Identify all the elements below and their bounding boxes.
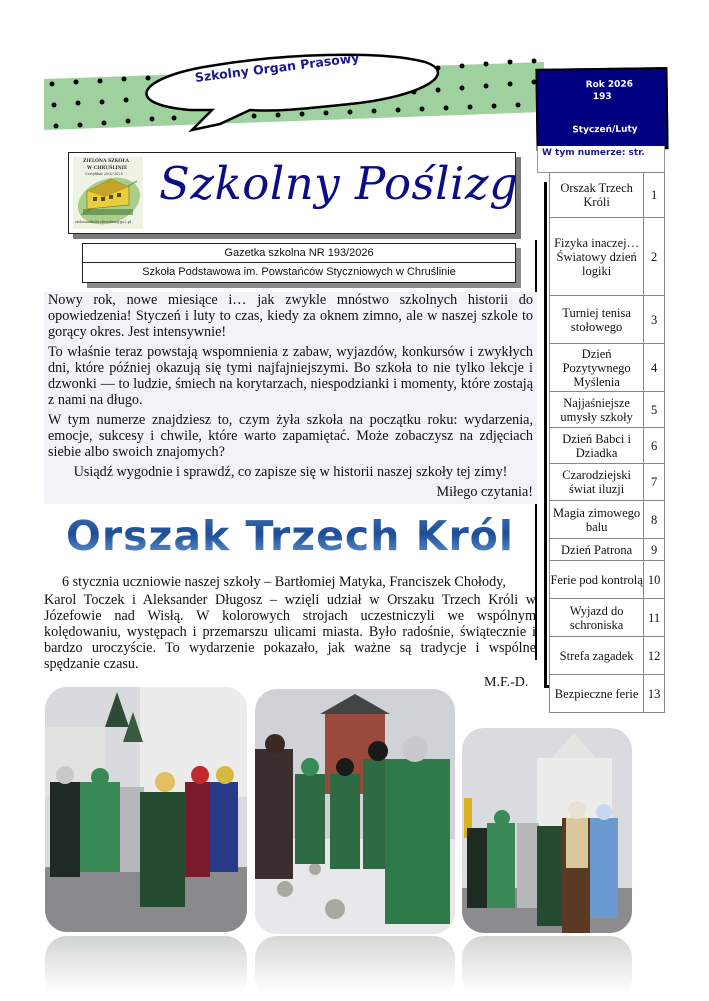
article-body: Karol Toczek i Aleksander Długosz – wzięli udział w Orszaku Trzech Króli w Józefowie nad Wisłą. W kolorowych strojach uczestniczyli we wspólnym kolędowaniu, występach i przemarszu ulicami miasta. Było radośnie, świątecznie i bardzo uroczyście. To wydarzenie pokazało, jak ważne są tradycje i wspólne spędzanie czasu. [44, 592, 536, 672]
subtitle-box [82, 243, 516, 283]
toc-header: W tym numerze: str. [542, 148, 645, 158]
toc-title[interactable]: Fizyka inaczej… Światowy dzień logiki [550, 218, 644, 296]
toc-header-box [537, 146, 665, 173]
intro-paragraph: Nowy rok, nowe miesiące i… jak zwykle mnóstwo szkolnych historii do opowiedzenia! Styczeń i luty to czas, kiedy za oknem zimno, ale w naszej szkole to gorący okres. Jest intensywnie! [48, 292, 533, 340]
toc-row[interactable] [550, 539, 665, 561]
toc-title[interactable]: Bezpieczne ferie [550, 675, 644, 713]
intro-paragraph: Usiądź wygodnie i sprawdź, co zapisze się w historii naszej szkoły tej zimy! [73, 464, 508, 480]
toc-title[interactable]: Orszak Trzech Króli [550, 173, 644, 218]
toc-title[interactable]: Dzień Patrona [550, 539, 644, 561]
photo-procession-church[interactable] [45, 687, 247, 932]
toc-row[interactable] [550, 344, 665, 392]
toc-title[interactable]: Dzień Pozytywnego Myślenia [550, 344, 644, 392]
toc-page: 10 [644, 561, 665, 599]
newspaper-title: Szkolny Poślizg [159, 157, 519, 210]
bubble-text: Szkolny Organ Prasowy [194, 49, 361, 85]
logo-text: ZIELONA SZKOŁA [83, 159, 130, 164]
toc-page: 7 [644, 464, 665, 501]
toc-page: 6 [644, 428, 665, 464]
toc-page: 2 [644, 218, 665, 296]
toc-title[interactable]: Turniej tenisa stołowego [550, 296, 644, 344]
issue-months: Styczeń/Luty [572, 124, 638, 136]
photo-group-snow[interactable] [255, 689, 455, 934]
toc-row[interactable] [550, 637, 665, 675]
toc-row[interactable] [550, 501, 665, 539]
toc-page: 1 [644, 173, 665, 218]
article-title: Orszak Trzech Króli [66, 512, 529, 560]
toc-title[interactable]: Wyjazd do schroniska [550, 599, 644, 637]
toc-page: 4 [644, 344, 665, 392]
toc-title[interactable]: Magia zimowego balu [550, 501, 644, 539]
photo-reflection [45, 936, 247, 998]
toc-page: 12 [644, 637, 665, 675]
toc-row[interactable] [550, 561, 665, 599]
toc-row[interactable] [550, 464, 665, 501]
toc-page: 13 [644, 675, 665, 713]
intro-closing: Miłego czytania! [436, 484, 533, 500]
toc-row[interactable] [550, 599, 665, 637]
photo-reflection [255, 936, 455, 998]
toc-row[interactable] [550, 392, 665, 428]
toc-row[interactable] [550, 218, 665, 296]
toc-title[interactable]: Ferie pod kontrolą [550, 561, 644, 599]
toc-page: 3 [644, 296, 665, 344]
table-of-contents [549, 172, 665, 713]
issue-box [535, 67, 668, 151]
toc-page: 5 [644, 392, 665, 428]
issue-year: Rok 2026 [585, 79, 634, 91]
toc-title[interactable]: Czarodziejski świat iluzji [550, 464, 644, 501]
toc-title[interactable]: Najjaśniejsze umysły szkoły [550, 392, 644, 428]
toc-page: 11 [644, 599, 665, 637]
logo-text: W CHRUŚLINIE [87, 166, 128, 171]
issue-number: 193 [592, 91, 612, 103]
frame-line [544, 182, 547, 687]
toc-row[interactable] [550, 296, 665, 344]
toc-row[interactable] [550, 675, 665, 713]
toc-page: 8 [644, 501, 665, 539]
logo-url: zielonaszkola-chruslina@go2.pl [75, 220, 131, 224]
article-author: M.F.-D. [484, 675, 529, 690]
intro-paragraph: To właśnie teraz powstają wspomnienia z zabaw, wyjazdów, konkursów i zwykłych dni, które później okazują się tymi najfajniejszymi. Bo szkoła to nie tylko lekcje i dzwonki — to ludzie, śmiech na korytarzach, niespodzianki i momenty, które zostają z nami na długo. [48, 344, 533, 408]
logo-text: Certyfikat 2002-2025 [85, 172, 123, 176]
photo-nativity-group[interactable] [462, 728, 632, 933]
article-lead: 6 stycznia uczniowie naszej szkoły – Bartłomiej Matyka, Franciszek Chołody, [62, 574, 506, 590]
intro-section [44, 292, 537, 504]
masthead [68, 152, 519, 234]
intro-paragraph: W tym numerze znajdziesz to, czym żyła szkoła na początku roku: wydarzenia, emocje, sukcesy i chwile, które warto zapamiętać. Może zobaczysz na zdjęciach siebie albo swoich znajomych? [48, 412, 533, 460]
subtitle-school: Szkoła Podstawowa im. Powstańców Styczniowych w Chruślinie [142, 266, 456, 278]
toc-row[interactable] [550, 173, 665, 218]
subtitle-issue: Gazetka szkolna NR 193/2026 [83, 244, 515, 263]
photo-reflection [462, 936, 632, 998]
toc-page: 9 [644, 539, 665, 561]
toc-title[interactable]: Dzień Babci i Dziadka [550, 428, 644, 464]
toc-title[interactable]: Strefa zagadek [550, 637, 644, 675]
school-logo [73, 157, 143, 229]
toc-row[interactable] [550, 428, 665, 464]
